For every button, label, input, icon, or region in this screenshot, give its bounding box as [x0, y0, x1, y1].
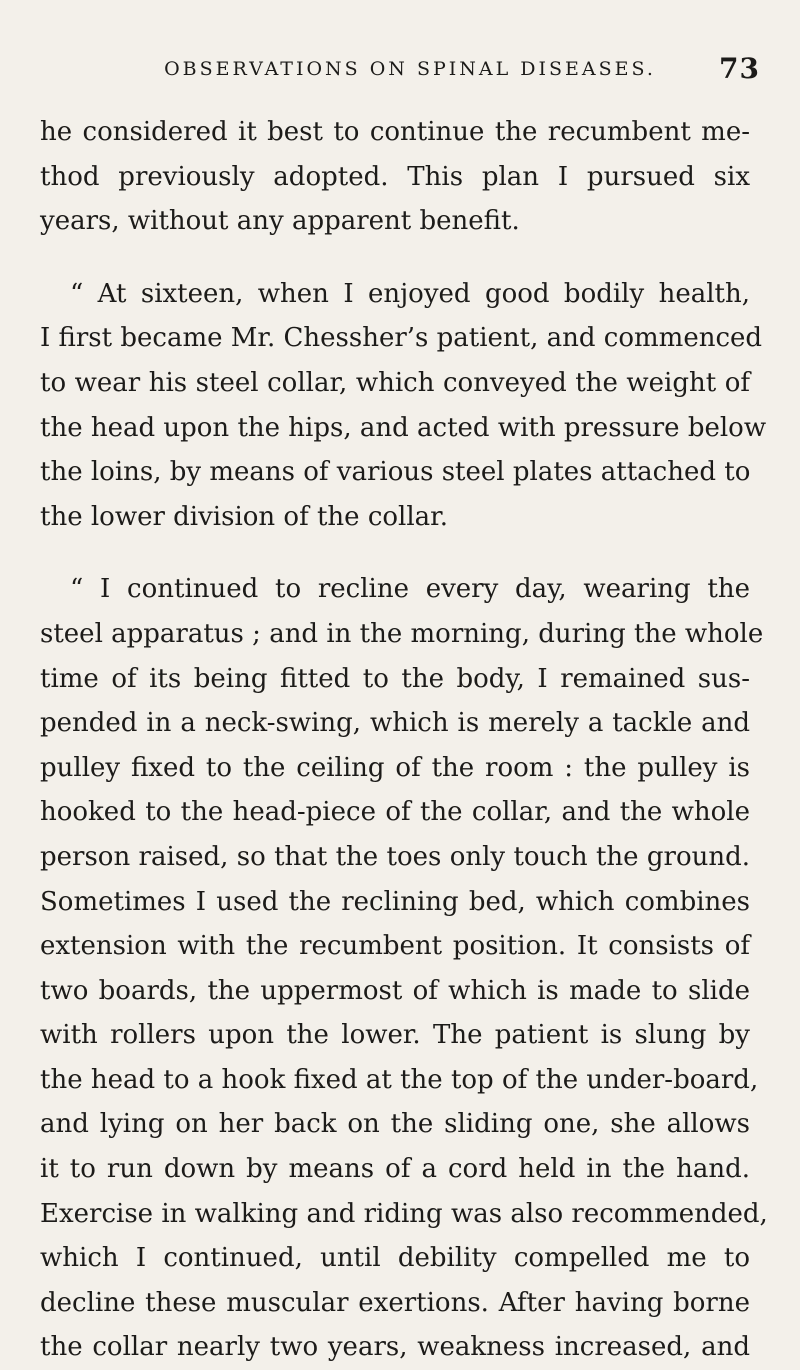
text-line: which I continued, until debility compelled me to [40, 1243, 750, 1274]
text-line: decline these muscular exertions. After having borne [40, 1287, 750, 1318]
text-line: it to run down by means of a cord held in the hand. [40, 1154, 750, 1185]
text-line: Sometimes I used the reclining bed, which combines [40, 886, 750, 917]
text-line: time of its being fitted to the body, I remained sus- [40, 663, 750, 694]
text-line: pulley fixed to the ceiling of the room : the pulley is [40, 752, 750, 783]
text-line: he considered it best to continue the recumbent me- [40, 117, 750, 147]
text-line: the head upon the hips, and acted with pressure below [40, 412, 767, 443]
text-line: “ I continued to recline every day, wearing the [70, 574, 750, 605]
text-line: pended in a neck-swing, which is merely a tackle and [40, 708, 750, 739]
body-text [40, 110, 768, 1370]
text-line: thod previously adopted. This plan I pursued six [40, 161, 750, 192]
page-number: 73 [719, 52, 760, 85]
paragraph [40, 567, 768, 1370]
text-line: to wear his steel collar, which conveyed the weight of [40, 367, 750, 398]
paragraph [40, 272, 767, 540]
text-line: years, without any apparent benefit. [40, 206, 520, 237]
text-line: “ At sixteen, when I enjoyed good bodily health, [70, 278, 750, 309]
text-line: extension with the recumbent position. It consists of [40, 931, 750, 962]
text-line: steel apparatus ; and in the morning, during the whole [40, 618, 764, 649]
paragraph [40, 110, 750, 244]
text-line: and lying on her back on the sliding one, she allows [40, 1109, 750, 1140]
text-line: two boards, the uppermost of which is made to slide [40, 975, 750, 1006]
text-line: I first became Mr. Chessher’s patient, and commenced [40, 323, 763, 354]
text-line: the head to a hook fixed at the top of the under-board, [40, 1064, 759, 1095]
text-line: the collar nearly two years, weakness increased, and [40, 1332, 750, 1363]
text-line: Exercise in walking and riding was also recommended, [40, 1198, 768, 1229]
running-head [60, 52, 760, 92]
text-line: hooked to the head-piece of the collar, and the whole [40, 797, 750, 828]
text-line: with rollers upon the lower. The patient is slung by [40, 1020, 750, 1051]
text-line: the lower division of the collar. [40, 501, 449, 532]
text-line: the loins, by means of various steel plates attached to [40, 457, 751, 488]
running-head-title: OBSERVATIONS ON SPINAL DISEASES. [164, 58, 656, 80]
text-line: person raised, so that the toes only touch the ground. [40, 841, 750, 872]
